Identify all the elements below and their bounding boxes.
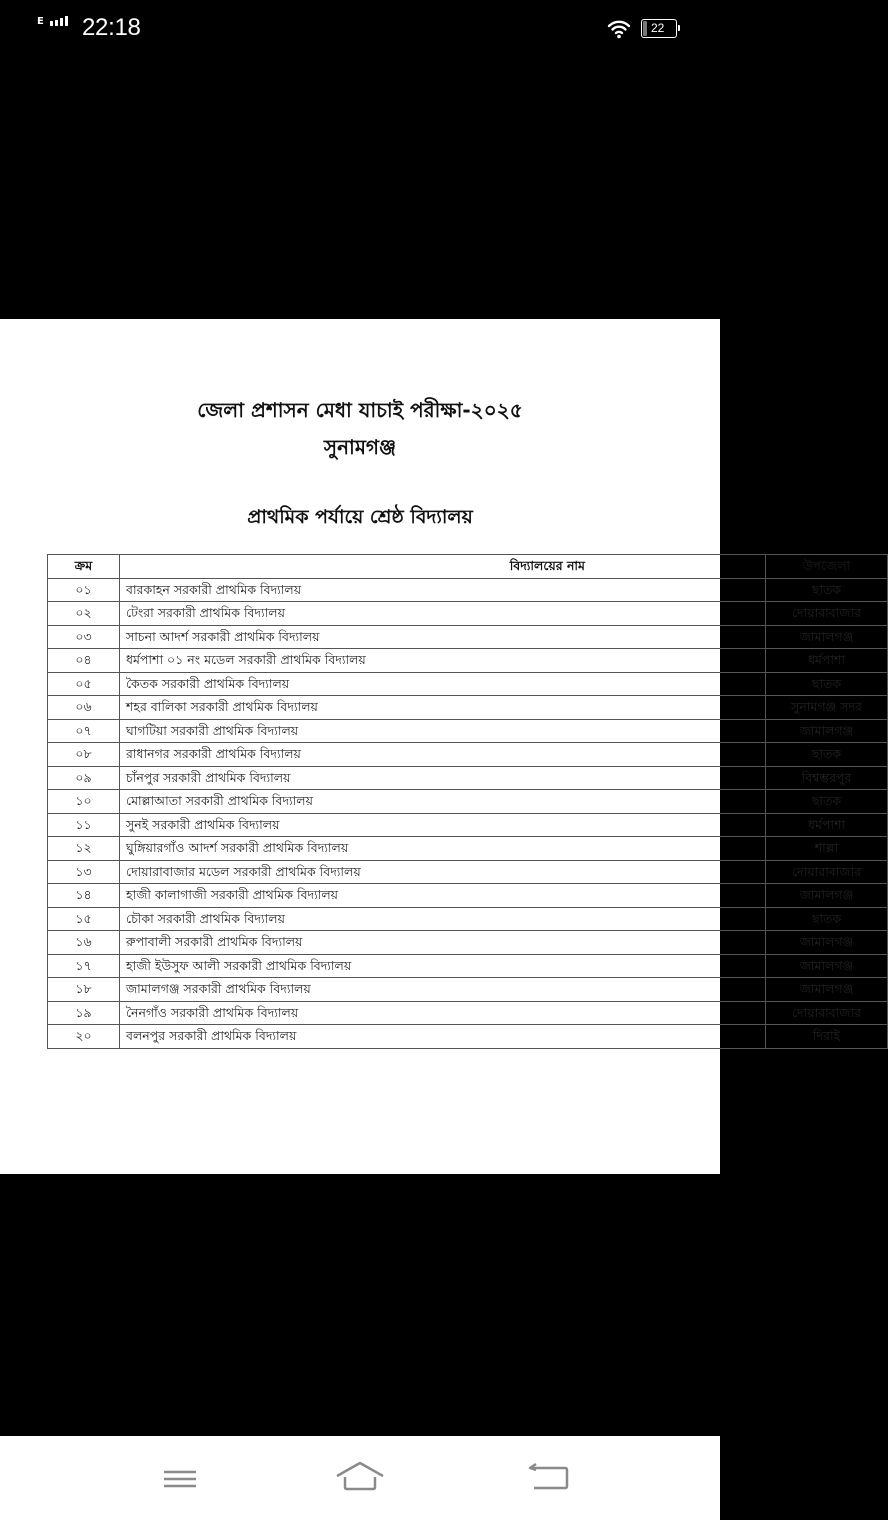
- cell-school-name: রাধানগর সরকারী প্রাথমিক বিদ্যালয়: [120, 743, 766, 767]
- cell-upazila: জামালগঞ্জ: [766, 625, 888, 649]
- recent-apps-button[interactable]: [150, 1458, 210, 1498]
- table-row: [48, 1001, 888, 1025]
- header-serial: ক্রম: [48, 555, 120, 579]
- cell-school-name: নৈনগাঁও সরকারী প্রাথমিক বিদ্যালয়: [120, 1001, 766, 1025]
- header-school-name: বিদ্যালয়ের নাম: [120, 555, 766, 579]
- cell-school-name: ঘাগটিয়া সরকারী প্রাথমিক বিদ্যালয়: [120, 719, 766, 743]
- battery-level: 22: [651, 21, 665, 35]
- cell-school-name: ধর্মপাশা ০১ নং মডেল সরকারী প্রাথমিক বিদ্যালয়: [120, 649, 766, 673]
- clock: 22:18: [82, 14, 141, 41]
- cell-school-name: মোল্লাআতা সরকারী প্রাথমিক বিদ্যালয়: [120, 790, 766, 814]
- cell-upazila: দিরাই: [766, 1025, 888, 1049]
- table-row: [48, 696, 888, 720]
- table-row: [48, 790, 888, 814]
- cellular-signal-icon: [37, 16, 73, 40]
- cell-serial: ১০: [48, 790, 120, 814]
- cell-serial: ০৪: [48, 649, 120, 673]
- home-button[interactable]: [330, 1458, 390, 1498]
- table-row: [48, 860, 888, 884]
- cell-school-name: বলনপুর সরকারী প্রাথমিক বিদ্যালয়: [120, 1025, 766, 1049]
- cell-serial: ১৫: [48, 907, 120, 931]
- cell-upazila: ছাতক: [766, 907, 888, 931]
- cell-serial: ০৭: [48, 719, 120, 743]
- signal-bar: [60, 18, 63, 26]
- table-row: [48, 1025, 888, 1049]
- table-row: [48, 931, 888, 955]
- cell-upazila: জামালগঞ্জ: [766, 978, 888, 1002]
- home-icon: [330, 1458, 390, 1498]
- cell-upazila: জামালগঞ্জ: [766, 719, 888, 743]
- cell-serial: ১১: [48, 813, 120, 837]
- cell-serial: ০৮: [48, 743, 120, 767]
- cell-upazila: সুনামগঞ্জ সদর: [766, 696, 888, 720]
- document-title: জেলা প্রশাসন মেধা যাচাই পরীক্ষা-২০২৫: [197, 398, 523, 422]
- menu-lines-icon: [150, 1458, 210, 1498]
- cell-serial: ০২: [48, 602, 120, 626]
- document-image[interactable]: [0, 319, 862, 1174]
- table-body: [48, 578, 888, 1048]
- table-row: [48, 884, 888, 908]
- cell-school-name: দোয়ারাবাজার মডেল সরকারী প্রাথমিক বিদ্যালয়: [120, 860, 766, 884]
- network-type-label: E: [37, 16, 44, 27]
- schools-table: [47, 554, 888, 1049]
- image-viewer[interactable]: [0, 60, 862, 1436]
- cell-serial: ১৭: [48, 954, 120, 978]
- table-row: [48, 625, 888, 649]
- table-row: [48, 602, 888, 626]
- cell-school-name: হাজী কালাগাজী সরকারী প্রাথমিক বিদ্যালয়: [120, 884, 766, 908]
- cell-upazila: জামালগঞ্জ: [766, 954, 888, 978]
- cell-school-name: সাচনা আদর্শ সরকারী প্রাথমিক বিদ্যালয়: [120, 625, 766, 649]
- navigation-bar: [0, 1436, 720, 1520]
- signal-bar: [55, 20, 58, 26]
- cell-upazila: ধর্মপাশা: [766, 813, 888, 837]
- cell-upazila: দোয়ারাবাজার: [766, 860, 888, 884]
- table-row: [48, 766, 888, 790]
- table-row: [48, 649, 888, 673]
- cell-school-name: হাজী ইউসুফ আলী সরকারী প্রাথমিক বিদ্যালয়: [120, 954, 766, 978]
- table-row: [48, 954, 888, 978]
- cell-upazila: বিশ্বম্ভরপুর: [766, 766, 888, 790]
- back-arrow-icon: [520, 1458, 580, 1498]
- cell-serial: ০৫: [48, 672, 120, 696]
- cell-school-name: টেংরা সরকারী প্রাথমিক বিদ্যালয়: [120, 602, 766, 626]
- table-row: [48, 672, 888, 696]
- wifi-icon: [608, 19, 630, 39]
- table-row: [48, 837, 888, 861]
- table-row: [48, 813, 888, 837]
- cell-school-name: সুনই সরকারী প্রাথমিক বিদ্যালয়: [120, 813, 766, 837]
- battery-icon: [641, 19, 677, 38]
- table-row: [48, 719, 888, 743]
- battery-nub: [678, 25, 680, 31]
- cell-school-name: চাঁনপুর সরকারী প্রাথমিক বিদ্যালয়: [120, 766, 766, 790]
- cell-serial: ১২: [48, 837, 120, 861]
- cell-upazila: ধর্মপাশা: [766, 649, 888, 673]
- table-row: [48, 978, 888, 1002]
- cell-serial: ২০: [48, 1025, 120, 1049]
- cell-serial: ০৯: [48, 766, 120, 790]
- battery-fill: [643, 21, 647, 36]
- status-bar: [0, 0, 720, 60]
- back-button[interactable]: [520, 1458, 580, 1498]
- cell-school-name: শহর বালিকা সরকারী প্রাথমিক বিদ্যালয়: [120, 696, 766, 720]
- cell-school-name: জামালগঞ্জ সরকারী প্রাথমিক বিদ্যালয়: [120, 978, 766, 1002]
- cell-upazila: ছাতক: [766, 743, 888, 767]
- cell-upazila: দোয়ারাবাজার: [766, 1001, 888, 1025]
- cell-school-name: রুপাবালী সরকারী প্রাথমিক বিদ্যালয়: [120, 931, 766, 955]
- document-district: সুনামগঞ্জ: [323, 435, 397, 459]
- table-row: [48, 578, 888, 602]
- signal-bar: [65, 16, 68, 26]
- cell-serial: ১৩: [48, 860, 120, 884]
- cell-upazila: জামালগঞ্জ: [766, 931, 888, 955]
- cell-serial: ১৬: [48, 931, 120, 955]
- cell-school-name: চৌকা সরকারী প্রাথমিক বিদ্যালয়: [120, 907, 766, 931]
- cell-serial: ১৮: [48, 978, 120, 1002]
- cell-upazila: দোয়ারাবাজার: [766, 602, 888, 626]
- cell-upazila: জামালগঞ্জ: [766, 884, 888, 908]
- table-header-row: [48, 555, 888, 579]
- cell-serial: ০১: [48, 578, 120, 602]
- cell-serial: ১৪: [48, 884, 120, 908]
- cell-serial: ০৩: [48, 625, 120, 649]
- cell-school-name: ঘুঙ্গিয়ারগাঁও আদর্শ সরকারী প্রাথমিক বিদ্যালয়: [120, 837, 766, 861]
- cell-upazila: শাল্লা: [766, 837, 888, 861]
- signal-bar: [50, 21, 53, 26]
- cell-school-name: বারকাহন সরকারী প্রাথমিক বিদ্যালয়: [120, 578, 766, 602]
- header-upazila: উপজেলা: [766, 555, 888, 579]
- table-row: [48, 743, 888, 767]
- table-row: [48, 907, 888, 931]
- cell-school-name: কৈতক সরকারী প্রাথমিক বিদ্যালয়: [120, 672, 766, 696]
- cell-upazila: ছাতক: [766, 790, 888, 814]
- cell-serial: ১৯: [48, 1001, 120, 1025]
- cell-upazila: ছাতক: [766, 672, 888, 696]
- document-subtitle: প্রাথমিক পর্যায়ে শ্রেষ্ঠ বিদ্যালয়: [247, 506, 473, 528]
- cell-serial: ০৬: [48, 696, 120, 720]
- cell-upazila: ছাতক: [766, 578, 888, 602]
